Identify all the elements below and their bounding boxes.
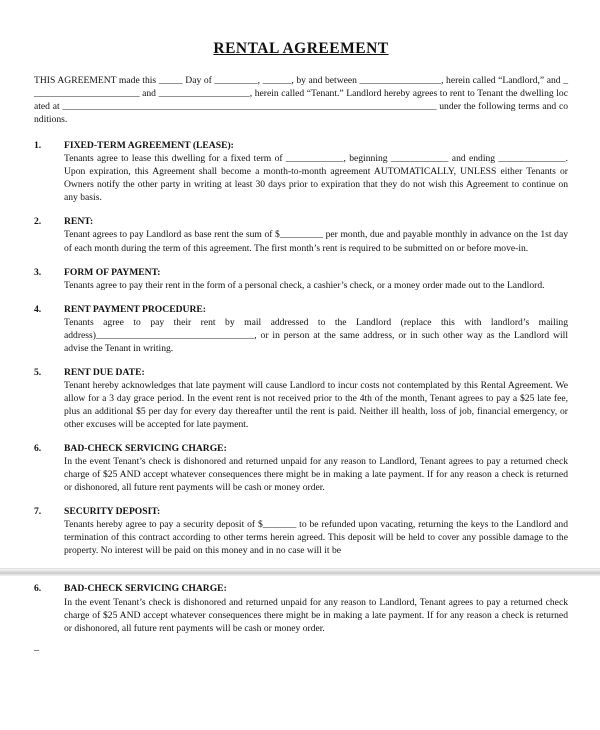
footer-dash: – [34, 644, 39, 656]
section-bad-check-servicing-charge-repeat [34, 582, 568, 634]
section-heading: SECURITY DEPOSIT: [64, 506, 161, 518]
section-number: 4. [34, 303, 42, 315]
section-heading: FORM OF PAYMENT: [64, 266, 161, 278]
section-form-of-payment [34, 266, 568, 292]
section-rent-due-date [34, 366, 568, 431]
section-body: In the event Tenant’s check is dishonored and returned unpaid for any reason to Landlord, Tenant agrees to pay a returned check charge of $25 AND accept whatever consequences there might be in making a late payment. If for any reason a check is returned or dishonored, all future rent payments will be cash or money order. [64, 596, 568, 634]
section-number: 7. [34, 506, 42, 518]
section-body: Tenants agree to pay their rent in the form of a personal check, a cashier’s check, or a money order made out to the Landlord. [64, 279, 545, 291]
section-heading: BAD-CHECK SERVICING CHARGE: [64, 443, 227, 455]
intro-paragraph: THIS AGREEMENT made this _____ Day of _________, ______, by and between _________________, herein called “Landlord,” and _______________________ and ___________________, herein called “Tenant.” Landlord hereby agrees to rent to Tenant the dwelling located at ______________________________________________________________________________ under the following terms and conditions. [34, 75, 568, 126]
document-title: RENTAL AGREEMENT [213, 40, 389, 57]
section-rent-payment-procedure [34, 303, 568, 355]
section-body: Tenant hereby acknowledges that late payment will cause Landlord to incur costs not contemplated by this Rental Agreement. We allow for a 3 day grace period. In the event rent is not received prior to the 4th of the month, Tenant agrees to pay a $25 late fee, plus an additional $5 per day for every day thereafter until the rent is paid. Neither ill health, loss of job, financial emergency, or other excuses will be accepted for late payment. [64, 379, 568, 431]
section-heading: RENT DUE DATE: [64, 366, 145, 378]
section-heading: RENT: [64, 216, 94, 228]
section-body: Tenant agrees to pay Landlord as base rent the sum of $_________ per month, due and payable monthly in advance on the 1st day of each month during the term of this agreement. The first month’s rent is required to be submitted on or before move-in. [64, 229, 568, 254]
section-heading: RENT PAYMENT PROCEDURE: [64, 303, 206, 315]
section-heading: FIXED-TERM AGREEMENT (LEASE): [64, 140, 234, 152]
section-number: 6. [34, 443, 42, 455]
section-body: In the event Tenant’s check is dishonored and returned unpaid for any reason to Landlord, Tenant agrees to pay a returned check charge of $25 AND accept whatever consequences there might be in making a late payment. If for any reason a check is returned or dishonored, all future rent payments will be cash or money order. [64, 456, 568, 494]
section-rent [34, 215, 568, 254]
section-body: Tenants agree to lease this dwelling for a fixed term of ____________, beginning ____________ and ending ______________. Upon expiration, this Agreement shall become a month-to-month agreement AUTOMATICALLY, UNLESS either Tenants or Owners notify the other party in writing at least 30 days prior to expiration that they do not wish this Agreement to continue on any basis. [64, 153, 568, 204]
section-number: 1. [34, 140, 42, 152]
section-heading: BAD-CHECK SERVICING CHARGE: [64, 583, 227, 595]
section-body: Tenants hereby agree to pay a security deposit of $_______ to be refunded upon vacating, returning the keys to the Landlord and termination of this contract according to other terms herein agreed. This deposit will be held to cover any possible damage to the property. No interest will be paid on this money and in no case will it be [64, 519, 568, 557]
image-stitch-seam [0, 568, 600, 576]
section-fixed-term-agreement [34, 139, 568, 204]
section-number: 3. [34, 266, 42, 278]
section-bad-check-servicing-charge [34, 442, 568, 494]
section-number: 2. [34, 216, 42, 228]
section-security-deposit [34, 505, 568, 557]
section-number: 6. [34, 583, 42, 595]
section-number: 5. [34, 366, 42, 378]
section-body: Tenants agree to pay their rent by mail addressed to the Landlord (replace this with landlord’s mailing address)_________________________________, or in person at the same address, or in such other way as the Landlord will advise the Tenant in writing. [64, 316, 568, 354]
